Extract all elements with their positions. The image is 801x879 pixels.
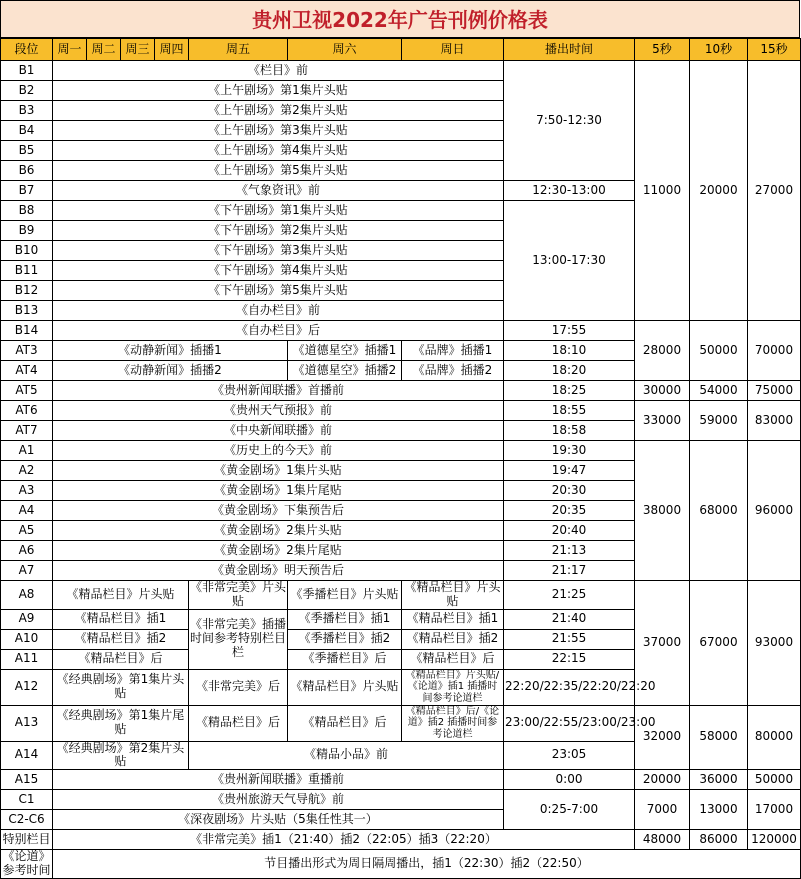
airtime-cell: 19:30 [504,441,635,461]
page-title: 贵州卫视2022年广告刊例价格表 [0,0,800,38]
program-cell: 《上午剧场》第3集片头贴 [53,121,504,141]
slot-code: A13 [1,705,53,741]
program-cell: 《黄金剧场》2集片头贴 [53,521,504,541]
program-cell: 《经典剧场》第1集片头贴 [53,669,189,705]
slot-code: AT3 [1,341,53,361]
slot-code: B5 [1,141,53,161]
price-5s: 30000 [635,381,690,401]
price-10s: 58000 [690,705,748,770]
program-cell: 《黄金剧场》2集片尾贴 [53,541,504,561]
airtime-cell: 7:50-12:30 [504,61,635,181]
slot-code: A6 [1,541,53,561]
program-cell: 《道德星空》插播1 [288,341,402,361]
price-15s: 83000 [748,401,801,441]
airtime-cell: 20:40 [504,521,635,541]
price-table [0,38,801,879]
header-cell: 周三 [121,39,155,61]
price-15s: 96000 [748,441,801,581]
table-row [1,581,801,610]
table-row [1,830,801,850]
price-10s: 50000 [690,321,748,381]
airtime-cell: 22:20/22:35/22:20/22:20 [504,669,635,705]
airtime-cell: 19:47 [504,461,635,481]
program-cell: 《精品栏目》后 [189,705,288,741]
program-cell: 《精品栏目》插2 [53,629,189,649]
slot-code: A2 [1,461,53,481]
program-cell: 《中央新闻联播》前 [53,421,504,441]
program-cell: 《黄金剧场》下集预告后 [53,501,504,521]
slot-code: B10 [1,241,53,261]
slot-code: B7 [1,181,53,201]
slot-code: B14 [1,321,53,341]
slot-code: A10 [1,629,53,649]
price-5s: 37000 [635,581,690,706]
price-5s: 32000 [635,705,690,770]
slot-code: AT4 [1,361,53,381]
program-cell: 《气象资讯》前 [53,181,504,201]
airtime-cell: 18:25 [504,381,635,401]
airtime-cell: 21:55 [504,629,635,649]
program-cell: 《非常完美》插1（21:40）插2（22:05）插3（22:20） [53,830,635,850]
price-15s: 75000 [748,381,801,401]
slot-code: B1 [1,61,53,81]
table-row [1,441,801,461]
airtime-cell: 0:00 [504,770,635,790]
header-cell: 15秒 [748,39,801,61]
airtime-cell: 21:17 [504,561,635,581]
airtime-cell: 17:55 [504,321,635,341]
note-cell: 节目播出形式为周日隔周播出，插1（22:30）插2（22:50） [53,850,801,879]
table-row [1,61,801,81]
price-10s: 59000 [690,401,748,441]
program-cell: 《品牌》插播2 [402,361,504,381]
price-5s: 33000 [635,401,690,441]
price-5s: 7000 [635,790,690,830]
header-cell: 播出时间 [504,39,635,61]
program-cell: 《黄金剧场》1集片头贴 [53,461,504,481]
header-cell: 周五 [189,39,288,61]
program-cell: 《下午剧场》第3集片头贴 [53,241,504,261]
program-cell: 《栏目》前 [53,61,504,81]
header-cell: 段位 [1,39,53,61]
airtime-cell: 18:20 [504,361,635,381]
program-cell: 《季播栏目》插1 [288,609,402,629]
slot-code: C2-C6 [1,810,53,830]
airtime-cell: 23:00/22:55/23:00/23:00 [504,705,635,741]
price-15s: 50000 [748,770,801,790]
slot-code: B6 [1,161,53,181]
program-cell: 《精品栏目》片头贴 [288,669,402,705]
slot-code: B2 [1,81,53,101]
header-cell: 周六 [288,39,402,61]
airtime-cell: 21:25 [504,581,635,610]
program-cell: 《季播栏目》插2 [288,629,402,649]
price-10s: 67000 [690,581,748,706]
program-cell: 《精品栏目》片头贴 [53,581,189,610]
program-cell: 《非常完美》后 [189,669,288,705]
table-row [1,770,801,790]
price-15s: 70000 [748,321,801,381]
program-cell: 《经典剧场》第1集片尾贴 [53,705,189,741]
slot-code: 《论道》参考时间 [2,849,51,877]
program-cell: 《上午剧场》第2集片头贴 [53,101,504,121]
slot-code: A8 [1,581,53,610]
program-cell: 《经典剧场》第2集片头贴 [53,741,189,770]
price-15s: 93000 [748,581,801,706]
slot-code: B8 [1,201,53,221]
program-cell: 《精品栏目》后 [53,649,189,669]
slot-code: B13 [1,301,53,321]
program-cell: 《精品栏目》插1 [53,609,189,629]
program-cell: 《精品栏目》片头贴/《论道》插1 插播时间参考论道栏 [402,669,504,705]
header-cell: 周二 [87,39,121,61]
slot-code: AT6 [1,401,53,421]
slot-code: B4 [1,121,53,141]
slot-code: A7 [1,561,53,581]
program-cell: 《非常完美》插播时间参考特别栏目栏 [189,609,288,669]
table-row [1,401,801,421]
header-cell: 10秒 [690,39,748,61]
slot-code: A4 [1,501,53,521]
program-cell: 《贵州天气预报》前 [53,401,504,421]
airtime-cell: 13:00-17:30 [504,201,635,321]
header-cell: 周四 [155,39,189,61]
program-cell: 《贵州新闻联播》重播前 [53,770,504,790]
program-cell: 《精品栏目》后 [402,649,504,669]
program-cell: 《季播栏目》后 [288,649,402,669]
airtime-cell: 20:35 [504,501,635,521]
price-5s: 38000 [635,441,690,581]
airtime-cell: 18:10 [504,341,635,361]
program-cell: 《深夜剧场》片头贴（5集任性其一） [53,810,504,830]
airtime-cell: 12:30-13:00 [504,181,635,201]
slot-code: A3 [1,481,53,501]
slot-code: A9 [1,609,53,629]
price-15s: 27000 [748,61,801,321]
slot-code: A12 [1,669,53,705]
table-row [1,381,801,401]
program-cell: 《贵州新闻联播》首播前 [53,381,504,401]
program-cell: 《下午剧场》第1集片头贴 [53,201,504,221]
airtime-cell: 0:25-7:00 [504,790,635,830]
program-cell: 《精品栏目》后 [288,705,402,741]
slot-code: B12 [1,281,53,301]
program-cell: 《品牌》插播1 [402,341,504,361]
slot-code: B9 [1,221,53,241]
price-5s: 11000 [635,61,690,321]
program-cell: 《自办栏目》前 [53,301,504,321]
price-5s: 20000 [635,770,690,790]
slot-code: A5 [1,521,53,541]
program-cell: 《上午剧场》第5集片头贴 [53,161,504,181]
program-cell: 《季播栏目》片头贴 [288,581,402,610]
table-row [1,321,801,341]
price-10s: 54000 [690,381,748,401]
program-cell: 《自办栏目》后 [53,321,504,341]
program-cell: 《非常完美》片头贴 [190,580,287,608]
slot-code: B3 [1,101,53,121]
program-cell: 《下午剧场》第4集片头贴 [53,261,504,281]
slot-code: 特别栏目 [1,830,53,850]
slot-code: AT5 [1,381,53,401]
program-cell: 《上午剧场》第1集片头贴 [53,81,504,101]
price-10s: 36000 [690,770,748,790]
slot-code: B11 [1,261,53,281]
slot-code: AT7 [1,421,53,441]
program-cell: 《精品栏目》片头贴 [402,581,504,610]
program-cell: 《动静新闻》插播2 [53,361,288,381]
program-cell: 《精品小品》前 [189,741,504,770]
program-cell: 《道德星空》插播2 [288,361,402,381]
program-cell: 《黄金剧场》1集片尾贴 [53,481,504,501]
price-10s: 20000 [690,61,748,321]
program-cell: 《精品栏目》插1 [402,609,504,629]
header-cell: 5秒 [635,39,690,61]
price-15s: 80000 [748,705,801,770]
slot-code: A15 [1,770,53,790]
airtime-cell: 18:55 [504,401,635,421]
airtime-cell: 21:13 [504,541,635,561]
price-10s: 13000 [690,790,748,830]
header-row [1,39,801,61]
program-cell: 《上午剧场》第4集片头贴 [53,141,504,161]
airtime-cell: 21:40 [504,609,635,629]
program-cell: 《精品栏目》插2 [402,629,504,649]
header-cell: 周一 [53,39,87,61]
price-5s: 48000 [635,830,690,850]
slot-code: A1 [1,441,53,461]
program-cell: 《动静新闻》插播1 [53,341,288,361]
price-15s: 120000 [748,830,801,850]
program-cell: 《贵州旅游天气导航》前 [53,790,504,810]
price-5s: 28000 [635,321,690,381]
program-cell: 《下午剧场》第2集片头贴 [53,221,504,241]
slot-code: C1 [1,790,53,810]
program-cell: 《黄金剧场》明天预告后 [53,561,504,581]
price-15s: 17000 [748,790,801,830]
price-10s: 68000 [690,441,748,581]
header-cell: 周日 [402,39,504,61]
slot-code: A14 [1,741,53,770]
airtime-cell: 20:30 [504,481,635,501]
program-cell: 《下午剧场》第5集片头贴 [53,281,504,301]
airtime-cell: 23:05 [504,741,635,770]
slot-code: A11 [1,649,53,669]
table-row [1,705,801,741]
table-row [1,850,801,879]
program-cell: 《历史上的今天》前 [53,441,504,461]
table-row [1,790,801,810]
program-cell: 《精品栏目》后/《论道》插2 插播时间参考论道栏 [402,705,504,741]
airtime-cell: 18:58 [504,421,635,441]
airtime-cell: 22:15 [504,649,635,669]
price-10s: 86000 [690,830,748,850]
